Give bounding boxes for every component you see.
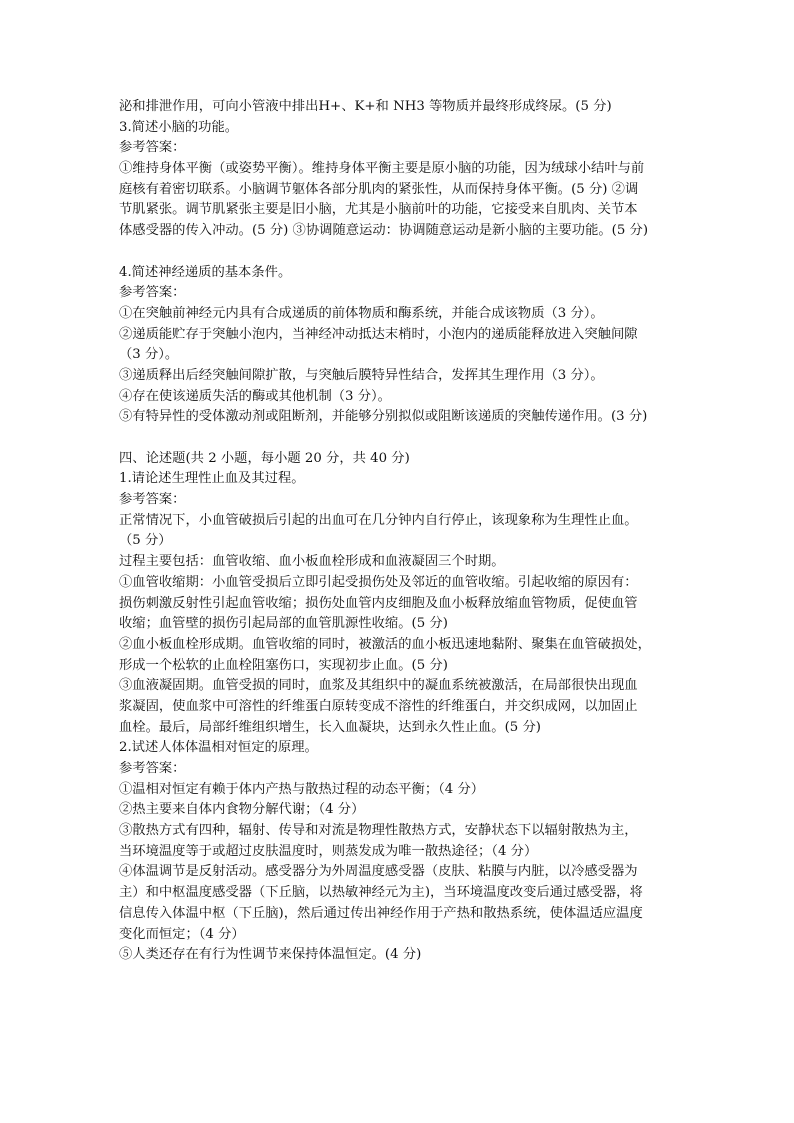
text-line: 节肌紧张。调节肌紧张主要是旧小脑，尤其是小脑前叶的功能，它接受来自肌肉、关节本 <box>119 202 638 218</box>
text-line: 主）和中枢温度感受器（下丘脑，以热敏神经元为主)，当环境温度改变后通过感受器，将 <box>119 885 643 901</box>
text-line: 血栓。最后，局部纤维组织增生，长入血凝块，达到永久性止血。(5 分) <box>119 719 541 735</box>
text-line: 当环境温度等于或超过皮肤温度时，则蒸发成为唯一散热途径；（4 分） <box>119 843 538 859</box>
text-line: 信息传入体温中枢（下丘脑)，然后通过传出神经作用于产热和散热系统，使体温适应温度 <box>119 905 643 921</box>
text-line: 正常情况下，小血管破损后引起的出血可在几分钟内自行停止，该现象称为生理性止血。 <box>119 512 638 528</box>
text-line: 泌和排泄作用，可向小管液中排出H+、K+和 NH3 等物质并最终形成终尿。(5 分) <box>119 99 612 114</box>
text-line: （3 分）。 <box>119 347 179 363</box>
text-line: ⑤有特异性的受体激动剂或阻断剂，并能够分别拟似或阻断该递质的突触传递作用。(3 分) <box>119 409 648 425</box>
text-line: 损伤刺激反射性引起血管收缩；损伤处血管内皮细胞及血小板释放缩血管物质，促使血管 <box>119 595 638 611</box>
answer-label: 参考答案： <box>119 285 186 301</box>
text-line: ②热主要来自体内食物分解代谢；（4 分） <box>119 802 365 818</box>
answer-label: 参考答案： <box>119 492 186 508</box>
text-line: ④存在使该递质失活的酶或其他机制（3 分）。 <box>119 388 391 404</box>
document-body <box>119 97 684 966</box>
text-line: （5 分） <box>119 533 172 549</box>
text-line: 庭核有着密切联系。小脑调节躯体各部分肌肉的紧张性，从而保持身体平衡。(5 分) ②调 <box>119 181 639 197</box>
text-line: ①温相对恒定有赖于体内产热与散热过程的动态平衡；（4 分） <box>119 781 485 797</box>
text-line: 形成一个松软的止血栓阻塞伤口，实现初步止血。(5 分) <box>119 657 448 673</box>
text-line: ③散热方式有四种，辐射、传导和对流是物理性散热方式，安静状态下以辐射散热为主， <box>119 823 638 839</box>
text-line: ⑤人类还存在有行为性调节来保持体温恒定。(4 分) <box>119 947 422 963</box>
blank-line <box>119 428 684 449</box>
text-line: 变化而恒定；（4 分） <box>119 926 245 942</box>
text-line: 过程主要包括：血管收缩、血小板血栓形成和血液凝固三个时期。 <box>119 554 505 570</box>
answer-label: 参考答案： <box>119 140 186 156</box>
question-heading: 2.试述人体体温相对恒定的原理。 <box>119 740 318 756</box>
text-line: ③递质释出后经突触间隙扩散，与突触后膜特异性结合，发挥其生理作用（3 分）。 <box>119 367 604 383</box>
text-line: 体感受器的传入冲动。(5 分) ③协调随意运动：协调随意运动是新小脑的主要功能。(5 分) <box>119 223 649 239</box>
answer-label: 参考答案： <box>119 761 186 776</box>
blank-line <box>119 242 684 263</box>
text-line: ③血液凝固期。血管受损的同时，血浆及其组织中的凝血系统被激活，在局部很快出现血 <box>119 678 638 694</box>
question-heading: 4.简述神经递质的基本条件。 <box>119 264 292 280</box>
text-line: ①在突触前神经元内具有合成递质的前体物质和酶系统，并能合成该物质（3 分）。 <box>119 305 604 321</box>
question-heading: 1.请论述生理性止血及其过程。 <box>119 471 305 487</box>
text-line: 浆凝固，使血浆中可溶性的纤维蛋白原转变成不溶性的纤维蛋白，并交织成网，以加固止 <box>119 698 638 714</box>
text-line: 收缩；血管壁的损伤引起局部的血管肌源性收缩。(5 分) <box>119 616 448 632</box>
text-line: ②递质能贮存于突触小泡内，当神经冲动抵达末梢时，小泡内的递质能释放进入突触间隙 <box>119 326 638 342</box>
section-heading: 四、论述题(共 2 小题，每小题 20 分，共 40 分) <box>119 450 410 466</box>
text-line: ②血小板血栓形成期。血管收缩的同时，被激活的血小板迅速地黏附、聚集在血管破损处， <box>119 636 651 652</box>
question-heading: 3.简述小脑的功能。 <box>119 119 239 135</box>
text-line: ④体温调节是反射活动。感受器分为外周温度感受器（皮肤、粘膜与内脏，以冷感受器为 <box>119 864 638 880</box>
text-line: ①维持身体平衡（或姿势平衡）。维持身体平衡主要是原小脑的功能，因为绒球小结叶与前 <box>119 161 645 177</box>
text-line: ①血管收缩期：小血管受损后立即引起受损伤处及邻近的血管收缩。引起收缩的原因有： <box>119 574 638 590</box>
